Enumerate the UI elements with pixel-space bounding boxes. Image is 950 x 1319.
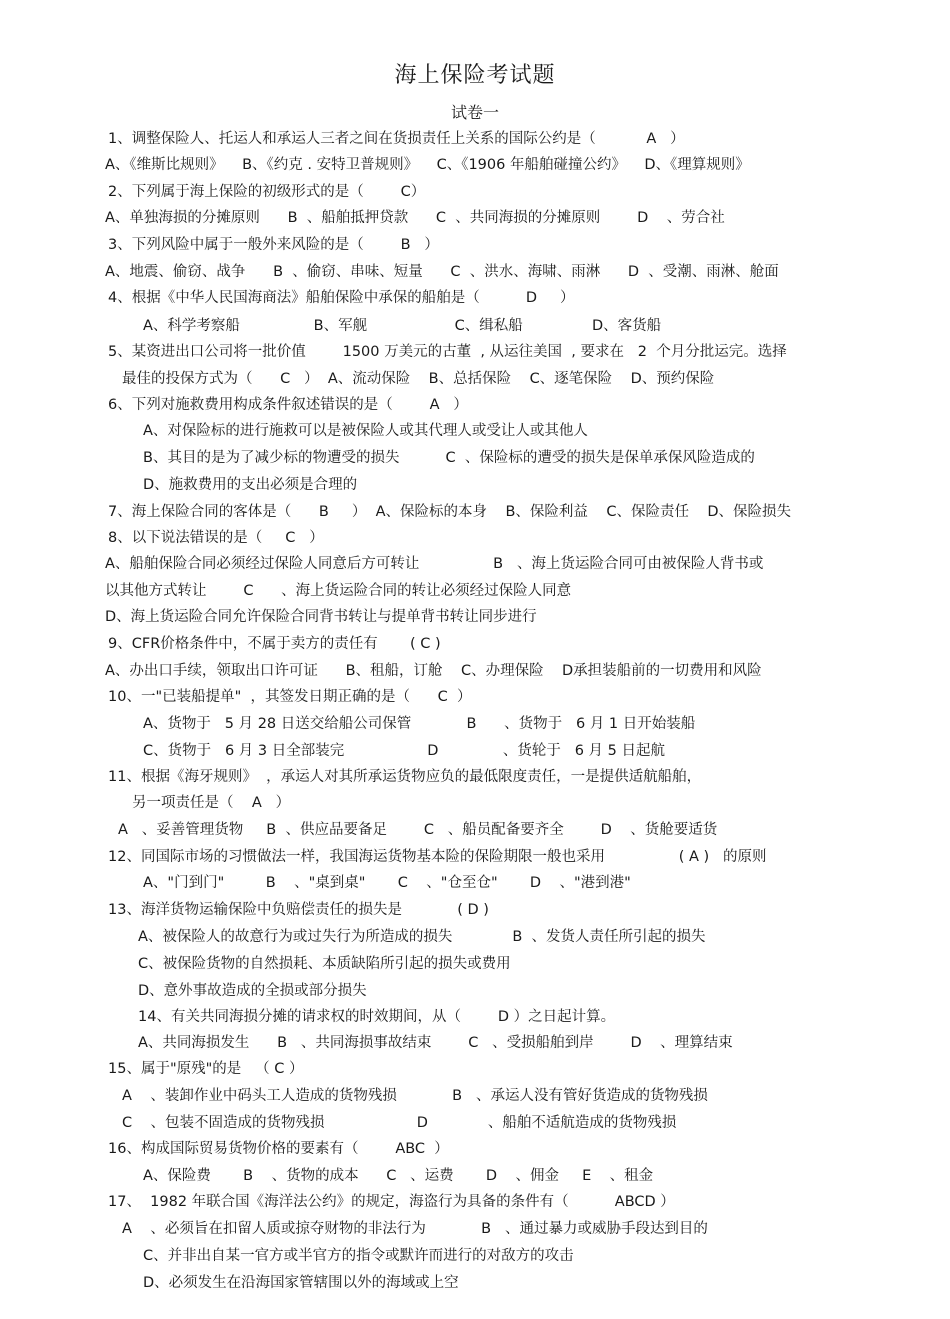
exam-text-line: 15、属于"原残"的是 （ C ）	[108, 1061, 304, 1077]
exam-text-line: A、共同海损发生 B 、共同海损事故结束 C 、受损船舶到岸 D 、理算结束	[138, 1035, 733, 1051]
exam-text-line: C、被保险货物的自然损耗、本质缺陷所引起的损失或费用	[138, 956, 511, 972]
exam-text-line: 7、海上保险合同的客体是（ B ） A、保险标的本身 B、保险利益 C、保险责任 D、保险损失	[108, 504, 792, 520]
exam-text-line: A、单独海损的分摊原则 B 、船舶抵押贷款 C 、共同海损的分摊原则 D 、劳合社	[105, 210, 725, 226]
exam-text-line: 14、有关共同海损分摊的请求权的时效期间，从（ D ）之日起计算。	[138, 1009, 616, 1025]
exam-text-line: D、施救费用的支出必须是合理的	[143, 477, 358, 493]
exam-text-line: 另一项责任是（ A ）	[132, 795, 291, 811]
page-subtitle: 试卷一	[450, 103, 499, 122]
exam-text-line: A、对保险标的进行施救可以是被保险人或其代理人或受让人或其他人	[143, 423, 588, 439]
exam-text-line: C、并非出自某一官方或半官方的指令或默许而进行的对敌方的攻击	[143, 1248, 574, 1264]
exam-text-line: 10、一"已装船提单" ，其签发日期正确的是（ C ）	[108, 689, 472, 705]
exam-text-line: A、"门到门" B 、"桌到桌" C 、"仓至仓" D 、"港到港"	[143, 875, 631, 891]
exam-text-line: 最佳的投保方式为（ C ） A、流动保险 B、总括保险 C、逐笔保险 D、预约保险	[122, 371, 715, 387]
exam-text-line: A、科学考察船 B、军舰 C、缉私船 D、客货船	[143, 318, 662, 334]
exam-text-line: A、地震、偷窃、战争 B 、偷窃、串味、短量 C 、洪水、海啸、雨淋 D 、受潮、雨淋、舱面	[105, 264, 779, 280]
exam-text-line: C、货物于 6 月 3 日全部装完 D 、货轮于 6 月 5 日起航	[143, 743, 665, 759]
exam-text-line: A、保险费 B 、货物的成本 C 、运费 D 、佣金 E 、租金	[143, 1168, 654, 1184]
exam-text-line: A 、装卸作业中码头工人造成的货物残损 B 、承运人没有管好货造成的货物残损	[122, 1088, 708, 1104]
exam-text-line: A、被保险人的故意行为或过失行为所造成的损失 B 、发货人责任所引起的损失	[138, 929, 706, 945]
exam-text-line: C 、包装不固造成的货物残损 D 、船舶不适航造成的货物残损	[122, 1115, 677, 1131]
exam-text-line: 2、下列属于海上保险的初级形式的是（ C）	[108, 184, 426, 200]
exam-text-line: 6、下列对施救费用构成条件叙述错误的是（ A ）	[108, 397, 468, 413]
exam-text-line: 5、某资进出口公司将一批价值 1500 万美元的古董 , 从运往美国 , 要求在 2 个月分批运完。选择	[108, 344, 787, 360]
exam-text-line: 17、 1982 年联合国《海洋法公约》的规定，海盗行为具备的条件有（ ABCD ）	[108, 1194, 675, 1210]
exam-text-line: A 、必须旨在扣留人质或掠夺财物的非法行为 B 、通过暴力或威胁手段达到目的	[122, 1221, 708, 1237]
exam-text-line: 1、调整保险人、托运人和承运人三者之间在货损责任上关系的国际公约是（ A ）	[108, 131, 685, 147]
exam-text-line: D、必须发生在沿海国家管辖围以外的海域或上空	[143, 1275, 459, 1291]
exam-text-line: 16、构成国际贸易货物价格的要素有（ ABC ）	[108, 1141, 449, 1157]
exam-text-line: D、海上货运险合同允许保险合同背书转让与提单背书转让同步进行	[105, 609, 537, 625]
exam-text-line: A、《维斯比规则》 B、《约克 . 安特卫普规则》 C、《1906 年船舶碰撞公约》 D、《理算规则》	[105, 157, 750, 173]
exam-text-line: 9、CFR价格条件中，不属于卖方的责任有 ( C )	[108, 636, 441, 652]
exam-text-line: D、意外事故造成的全损或部分损失	[138, 983, 367, 999]
exam-text-line: 11、根据《海牙规则》 ，承运人对其所承运货物应负的最低限度责任，一是提供适航船舶，	[108, 769, 702, 785]
exam-text-line: 3、下列风险中属于一般外来风险的是（ B ）	[108, 237, 439, 253]
exam-text-line: A、船舶保险合同必须经过保险人同意后方可转让 B 、海上货运险合同可由被保险人背书或	[105, 556, 764, 572]
exam-text-line: A 、妥善管理货物 B 、供应品要备足 C 、船员配备要齐全 D 、货舱要适货	[118, 822, 718, 838]
exam-text-line: B、其目的是为了减少标的物遭受的损失 C 、保险标的遭受的损失是保单承保风险造成的	[143, 450, 755, 466]
exam-text-line: 4、根据《中华人民国海商法》船舶保险中承保的船舶是（ D ）	[108, 290, 575, 306]
exam-text-line: A、办出口手续，领取出口许可证 B、租船，订舱 C、办理保险 D承担装船前的一切费用和风险	[105, 663, 762, 679]
exam-text-line: 13、海洋货物运输保险中负赔偿责任的损失是 ( D )	[108, 902, 489, 918]
page-title: 海上保险考试题	[394, 63, 556, 88]
exam-text-line: 以其他方式转让 C 、海上货运险合同的转让必须经过保险人同意	[105, 583, 572, 599]
exam-text-line: 12、同国际市场的习惯做法一样，我国海运货物基本险的保险期限一般也采用 ( A ) 的原则	[108, 849, 767, 865]
exam-text-line: 8、以下说法错误的是（ C ）	[108, 530, 324, 546]
exam-text-line: A、货物于 5 月 28 日送交给船公司保管 B 、货物于 6 月 1 日开始装船	[143, 716, 696, 732]
